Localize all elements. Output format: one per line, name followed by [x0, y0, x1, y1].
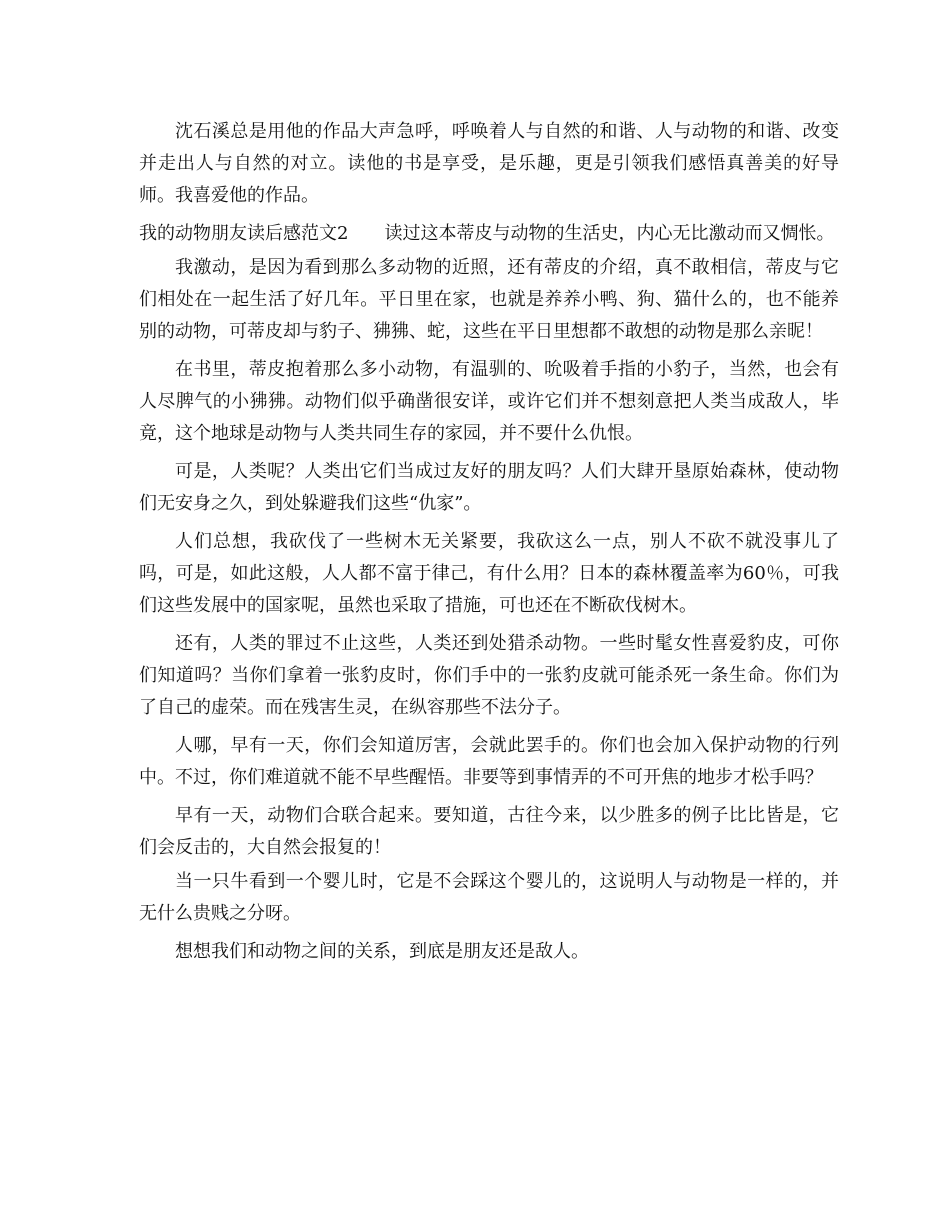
paragraph-but-humans: 可是，人类呢？人类出它们当成过友好的朋友吗？人们大肆开垦原始森林，使动物们无安身之久，到处躲避我们这些“仇家”。 [139, 461, 839, 514]
paragraph-fight-back: 早有一天，动物们合联合起来。要知道，古往今来，以少胜多的例子比比皆是，它们会反击的，大自然会报复的！ [139, 805, 839, 858]
document-body [139, 116, 839, 974]
paragraph-awaken: 人哪，早有一天，你们会知道厉害，会就此罢手的。你们也会加入保护动物的行列中。不过，你们难道就不能不早些醒悟。非要等到事情弄的不可开焦的地步才松手吗？ [139, 735, 839, 788]
paragraph-friend-or-enemy: 想想我们和动物之间的关系，到底是朋友还是敌人。 [175, 941, 589, 962]
paragraph-shen-shixi: 沈石溪总是用他的作品大声急呼，呼唤着人与自然的和谐、人与动物的和谐、改变并走出人与自然的对立。读他的书是享受，是乐趣，更是引领我们感悟真善美的好导师。我喜爱他的作品。 [139, 121, 839, 206]
paragraph-in-book: 在书里，蒂皮抱着那么多小动物，有温驯的、吮吸着手指的小豹子，当然，也会有人尽脾气的小狒狒。动物们似乎确凿很安详，或许它们并不想刻意把人类当成敌人，毕竟，这个地球是动物与人类共同生存的家园，并不要什么仇恨。 [139, 359, 839, 444]
paragraph-excited: 我激动，是因为看到那么多动物的近照，还有蒂皮的介绍，真不敢相信，蒂皮与它们相处在一起生活了好几年。平日里在家，也就是养养小鸭、狗、猫什么的，也不能养别的动物，可蒂皮却与豹子、狒狒、蛇，这些在平日里想都不敢想的动物是那么亲昵！ [139, 257, 839, 342]
paragraph-hunting: 还有，人类的罪过不止这些，人类还到处猎杀动物。一些时髦女性喜爱豹皮，可你们知道吗？当你们拿着一张豹皮时，你们手中的一张豹皮就可能杀死一条生命。你们为了自己的虚荣。而在残害生灵，在纵容那些不法分子。 [139, 633, 839, 718]
paragraph-ox-and-baby: 当一只牛看到一个婴儿时，它是不会踩这个婴儿的，这说明人与动物是一样的，并无什么贵贱之分呀。 [139, 871, 839, 924]
paragraph-cutting-trees: 人们总想，我砍伐了一些树木无关紧要，我砍这么一点，别人不砍不就没事儿了吗，可是，如此这般，人人都不富于律己，有什么用？日本的森林覆盖率为60％，可我们这些发展中的国家呢，虽然也采取了措施，可也还在不断砍伐树木。 [139, 531, 839, 616]
paragraph-essay-heading: 我的动物朋友读后感范文2 读过这本蒂皮与动物的生活史，内心无比激动而又惆怅。 [139, 223, 835, 244]
